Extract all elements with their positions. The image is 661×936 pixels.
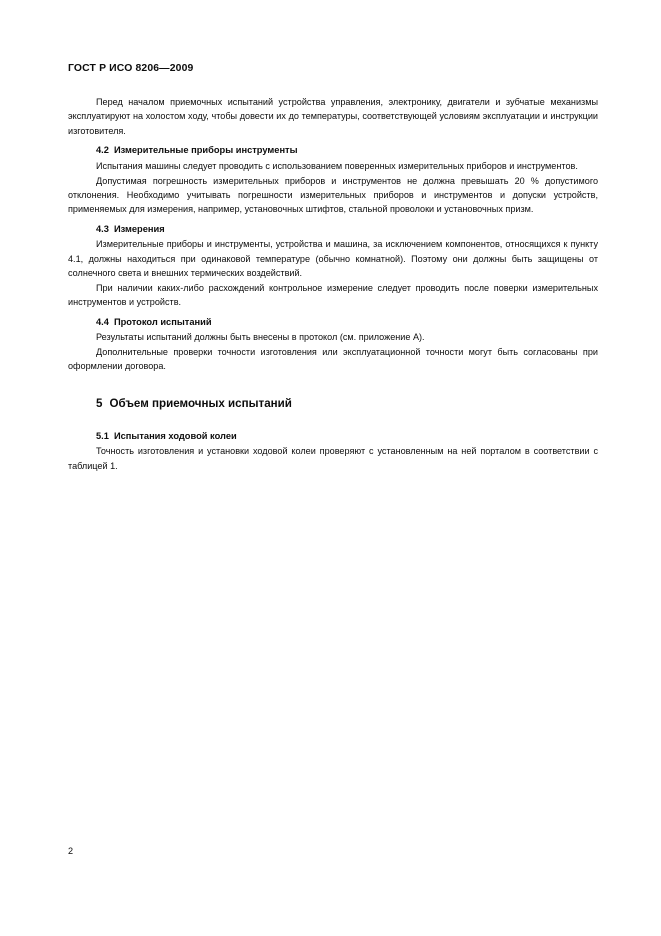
section-heading-4-4	[96, 315, 598, 329]
clause-number-5: 5	[96, 396, 103, 410]
section-4-4-paragraph-2: Дополнительные проверки точности изготовления или эксплуатационной точности могут быть согласованы при оформлении договора.	[68, 347, 598, 372]
section-title-4-4: Протокол испытаний	[113, 316, 212, 327]
section-4-2-paragraph-2: Допустимая погрешность измерительных приборов и инструментов не должна превышать 20 % допустимого отклонения. Необходимо учитывать погрешности измерительных приборов и инструментов и допуски устройств, применяемых для измерения, например, установочных штифтов, стальной проволоки и установочных призм.	[68, 175, 598, 215]
section-title-4-3: Измерения	[113, 223, 165, 234]
intro-paragraph: Перед началом приемочных испытаний устройства управления, электронику, двигатели и зубчатые механизмы эксплуатируют на холостом ходу, чтобы довести их до температуры, соответствующей условиям эксплуатации и инструкции изготовителя.	[68, 97, 598, 136]
section-number-5-1: 5.1	[96, 430, 109, 441]
section-heading-4-2	[96, 143, 598, 157]
section-4-3-paragraph-2: При наличии каких-либо расхождений контрольное измерение следует проводить после поверки измерительных инструментов и устройств.	[68, 282, 598, 308]
clause-title-5: Объем приемочных испытаний	[109, 396, 292, 410]
standard-number-header: ГОСТ Р ИСО 8206—2009	[68, 63, 194, 74]
section-4-2-paragraph-1: Испытания машины следует проводить с использованием поверенных измерительных приборов и инструментов.	[96, 160, 578, 171]
section-number-4-2: 4.2	[96, 145, 109, 156]
section-5-1-paragraph-1: Точность изготовления и установки ходовой колеи проверяют с установленным на ней порталом в соответствии с таблицей 1.	[68, 446, 598, 471]
page-number: 2	[68, 846, 74, 856]
page-content	[68, 62, 598, 473]
section-heading-5-1	[96, 429, 598, 443]
section-title-5-1: Испытания ходовой колеи	[113, 430, 237, 441]
section-4-4-paragraph-1: Результаты испытаний должны быть внесены в протокол (см. приложение А).	[96, 332, 425, 343]
clause-heading-5	[96, 396, 598, 411]
section-number-4-3: 4.3	[96, 223, 109, 234]
section-number-4-4: 4.4	[96, 316, 109, 327]
section-heading-4-3	[96, 222, 598, 236]
section-4-3-paragraph-1: Измерительные приборы и инструменты, устройства и машина, за исключением компонентов, относящихся к пункту 4.1, должны находиться при одинаковой температуре (обычно комнатной). Поэтому они должны быть защищены от солнечного света и внешних термических воздействий.	[68, 239, 598, 278]
section-title-4-2: Измерительные приборы инструменты	[113, 145, 298, 156]
